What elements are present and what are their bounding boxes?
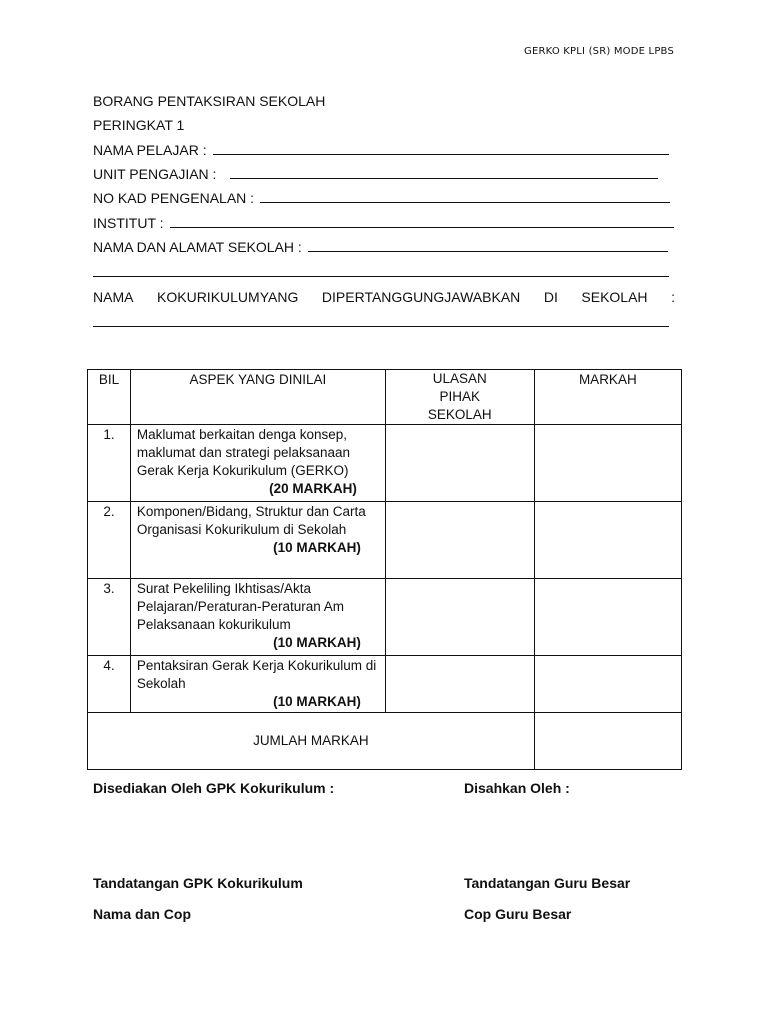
aspect-cell	[130, 425, 385, 502]
header-aspect: ASPEK YANG DINILAI	[130, 370, 385, 425]
student-name-label: NAMA PELAJAR :	[93, 142, 207, 158]
table-row	[88, 425, 682, 502]
aspect-marks: (10 MARKAH)	[273, 635, 361, 650]
aspect-text: Surat Pekeliling Ikhtisas/Akta Pelajaran/Peraturan-Peraturan Am Pelaksanaan kokurikulum	[136, 581, 345, 632]
cocurricular-word: DI	[543, 289, 558, 305]
institute-label: INSTITUT :	[93, 215, 164, 231]
review-cell[interactable]	[385, 502, 534, 579]
row-number: 2.	[88, 502, 131, 579]
cocurricular-blank[interactable]	[93, 326, 669, 327]
aspect-cell	[130, 502, 385, 579]
row-number: 4.	[88, 656, 131, 713]
aspect-text: Komponen/Bidang, Struktur dan Carta Organisasi Kokurikulum di Sekolah	[136, 504, 366, 537]
ic-number-blank[interactable]	[260, 189, 670, 203]
study-unit-label: UNIT PENGAJIAN :	[93, 166, 217, 182]
cocurricular-word: NAMA	[93, 289, 134, 305]
prepared-by-label: Disediakan Oleh GPK Kokurikulum :	[93, 780, 335, 796]
name-stamp-label: Nama dan Cop	[93, 906, 192, 922]
aspect-cell	[130, 656, 385, 713]
institute-row	[93, 214, 674, 231]
student-name-row	[93, 141, 669, 158]
form-title: BORANG PENTAKSIRAN SEKOLAH	[93, 93, 326, 109]
marks-cell[interactable]	[534, 425, 681, 502]
review-cell[interactable]	[385, 579, 534, 656]
total-label: JUMLAH MARKAH	[88, 713, 535, 770]
aspect-text: Pentaksiran Gerak Kerja Kokurikulum di Sekolah	[136, 658, 377, 691]
school-continuation-blank[interactable]	[93, 276, 669, 277]
total-row	[88, 713, 682, 770]
marks-cell[interactable]	[534, 656, 681, 713]
assessment-table	[87, 369, 682, 770]
school-label: NAMA DAN ALAMAT SEKOLAH :	[93, 239, 302, 255]
review-cell[interactable]	[385, 656, 534, 713]
cocurricular-word: :	[671, 289, 675, 305]
ic-number-row	[93, 189, 670, 206]
form-level: PERINGKAT 1	[93, 117, 185, 133]
total-marks-cell[interactable]	[534, 713, 681, 770]
table-row	[88, 502, 682, 579]
table-header-row	[88, 370, 682, 425]
cocurricular-word: DIPERTANGGUNGJAWABKAN	[321, 289, 521, 305]
study-unit-blank[interactable]	[230, 165, 658, 179]
row-number: 1.	[88, 425, 131, 502]
institute-blank[interactable]	[170, 214, 674, 228]
aspect-marks: (10 MARKAH)	[273, 694, 361, 709]
aspect-text: Maklumat berkaitan denga konsep, maklumat dan strategi pelaksanaan Gerak Kerja Kokurikulum (GERKO)	[136, 427, 351, 478]
aspect-cell	[130, 579, 385, 656]
header-marks: MARKAH	[534, 370, 681, 425]
cocurricular-row	[93, 289, 675, 305]
header-bil: BIL	[88, 370, 131, 425]
student-name-blank[interactable]	[213, 141, 669, 155]
table-row	[88, 579, 682, 656]
head-signature-label: Tandatangan Guru Besar	[464, 875, 631, 891]
aspect-marks: (20 MARKAH)	[269, 481, 357, 496]
review-cell[interactable]	[385, 425, 534, 502]
school-blank[interactable]	[308, 238, 668, 252]
school-row	[93, 238, 668, 255]
approved-by-label: Disahkan Oleh :	[464, 780, 570, 796]
cocurricular-word: KOKURIKULUMYANG	[157, 289, 299, 305]
ic-number-label: NO KAD PENGENALAN :	[93, 190, 255, 206]
gpk-signature-label: Tandatangan GPK Kokurikulum	[93, 875, 303, 891]
row-number: 3.	[88, 579, 131, 656]
header-review: ULASAN PIHAK SEKOLAH	[385, 370, 534, 425]
document-header: GERKO KPLI (SR) MODE LPBS	[524, 46, 674, 57]
marks-cell[interactable]	[534, 502, 681, 579]
cocurricular-word: SEKOLAH	[581, 289, 648, 305]
marks-cell[interactable]	[534, 579, 681, 656]
study-unit-row	[93, 165, 658, 182]
aspect-marks: (10 MARKAH)	[273, 540, 361, 555]
head-stamp-label: Cop Guru Besar	[464, 906, 572, 922]
table-row	[88, 656, 682, 713]
